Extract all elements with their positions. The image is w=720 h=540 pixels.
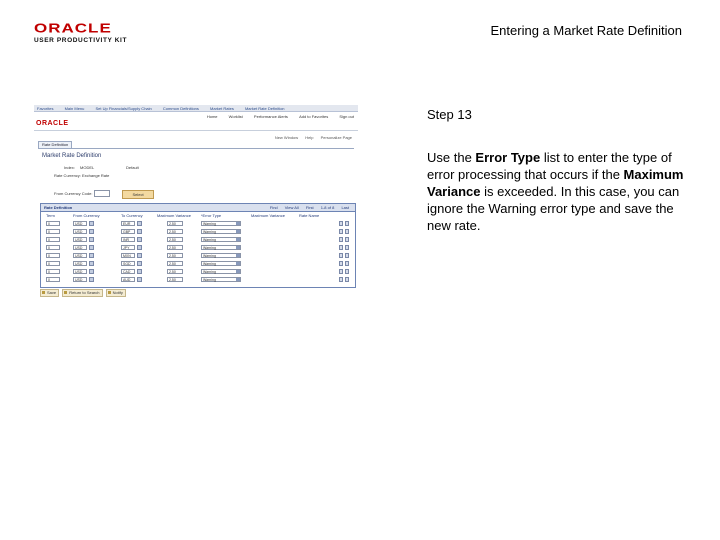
window-links (269, 135, 352, 140)
max-variance-input[interactable]: 2.50 (167, 229, 183, 234)
instruction-part-3: is exceeded. In this case, you can ignore the Warning error type and save the new rate. (427, 184, 680, 233)
rate-index-value: MODEL (80, 165, 95, 170)
add-row-button[interactable] (339, 253, 343, 258)
tab-rate-definition[interactable]: Rate Definition (38, 141, 72, 149)
from-currency-input[interactable]: USD (73, 253, 87, 258)
grid-first-link[interactable]: First (305, 205, 314, 210)
to-currency-input[interactable]: AUD (121, 277, 135, 282)
col-error-type: *Error Type (201, 213, 222, 218)
new-window-link[interactable]: New Window (274, 135, 299, 140)
grid-nav (264, 205, 349, 210)
lookup-icon[interactable] (89, 221, 94, 226)
rate-definition-grid (40, 203, 356, 288)
rate-index-default: Default (126, 165, 139, 170)
error-type-select[interactable]: Warning (201, 253, 241, 258)
lookup-icon[interactable] (137, 237, 142, 242)
add-row-button[interactable] (339, 229, 343, 234)
add-row-button[interactable] (339, 261, 343, 266)
error-type-select[interactable]: Warning (201, 261, 241, 266)
lookup-icon[interactable] (89, 253, 94, 258)
col-to-currency: To Currency (121, 213, 143, 218)
delete-row-button[interactable] (345, 237, 349, 242)
upk-subtitle: USER PRODUCTIVITY KIT (34, 37, 128, 44)
error-type-select[interactable]: Warning (201, 229, 241, 234)
performance-link[interactable]: Performance Alerts (253, 114, 288, 119)
col-rate-name: Rate Name (299, 213, 320, 218)
table-row (41, 237, 355, 244)
lookup-icon[interactable] (89, 269, 94, 274)
to-currency-input[interactable]: INR (121, 237, 135, 242)
grid-viewall-link[interactable]: View All (284, 205, 299, 210)
return-to-search-button[interactable]: Return to Search (62, 289, 102, 297)
lookup-icon[interactable] (137, 269, 142, 274)
rate-currency-label: Rate Currency: (54, 173, 81, 178)
col-max-variance: Maximum Variance (157, 213, 191, 218)
notify-button[interactable]: Notify (106, 289, 126, 297)
home-link[interactable]: Home (206, 114, 218, 119)
from-currency-input[interactable]: USD (73, 237, 87, 242)
grid-find-link[interactable]: Find (269, 205, 278, 210)
add-row-button[interactable] (339, 237, 343, 242)
term-input[interactable]: 0 (46, 253, 60, 258)
lookup-icon[interactable] (137, 261, 142, 266)
instruction-bold-max-variance: Maximum Variance (427, 167, 684, 199)
grid-header (41, 204, 355, 212)
max-variance-input[interactable]: 2.50 (167, 277, 183, 282)
error-type-select[interactable]: Warning (201, 277, 241, 282)
crumb-market-rates[interactable]: Market Rates (210, 106, 234, 111)
max-variance-input[interactable]: 2.50 (167, 261, 183, 266)
delete-row-button[interactable] (345, 229, 349, 234)
delete-row-button[interactable] (345, 277, 349, 282)
error-type-select[interactable]: Warning (201, 237, 241, 242)
instruction-text (427, 149, 687, 234)
help-link[interactable]: Help (305, 135, 314, 140)
error-type-select[interactable]: Warning (201, 245, 241, 250)
grid-last-link[interactable]: Last (341, 205, 349, 210)
from-currency-input[interactable]: USD (73, 269, 87, 274)
from-currency-input[interactable]: USD (73, 229, 87, 234)
lookup-icon[interactable] (89, 237, 94, 242)
lookup-icon[interactable] (89, 277, 94, 282)
slide-title: Entering a Market Rate Definition (490, 23, 682, 38)
term-input[interactable]: 0 (46, 245, 60, 250)
to-currency-input[interactable]: MXN (121, 253, 135, 258)
max-variance-input[interactable]: 2.50 (167, 245, 183, 250)
table-row (41, 261, 355, 268)
rate-index-label: Index: (64, 165, 75, 170)
lookup-icon[interactable] (89, 245, 94, 250)
lookup-icon[interactable] (137, 253, 142, 258)
term-input[interactable]: 0 (46, 269, 60, 274)
max-variance-input[interactable]: 2.50 (167, 221, 183, 226)
to-currency-input[interactable]: GBP (121, 229, 135, 234)
delete-row-button[interactable] (345, 269, 349, 274)
from-currency-label: From Currency Code: (54, 191, 93, 196)
tab-underline (38, 148, 354, 149)
grid-count: 1-8 of 8 (320, 205, 335, 210)
to-currency-input[interactable]: EUR (121, 221, 135, 226)
page-title: Market Rate Definition (42, 153, 102, 159)
grid-title: Rate Definition (44, 205, 73, 210)
table-row (41, 229, 355, 236)
crumb-favorites[interactable]: Favorites (37, 106, 54, 111)
from-currency-input[interactable]: USD (73, 277, 87, 282)
worklist-link[interactable]: Worklist (228, 114, 243, 119)
oracle-wordmark: ORACLE (34, 21, 112, 36)
lookup-icon[interactable] (89, 261, 94, 266)
instruction-bold-error-type: Error Type (475, 150, 541, 165)
ps-oracle-logo: ORACLE (36, 120, 69, 127)
error-type-select[interactable]: Warning (201, 221, 241, 226)
menu-bar (34, 105, 358, 112)
from-currency-input[interactable]: USD (73, 245, 87, 250)
lookup-icon[interactable] (137, 221, 142, 226)
lookup-icon[interactable] (137, 245, 142, 250)
table-row (41, 269, 355, 276)
max-variance-input[interactable]: 2.50 (167, 253, 183, 258)
crumb-common[interactable]: Common Definitions (162, 106, 199, 111)
max-variance-input[interactable]: 2.50 (167, 237, 183, 242)
add-row-button[interactable] (339, 221, 343, 226)
col-from-currency: From Currency (73, 213, 100, 218)
from-currency-input[interactable] (94, 190, 110, 197)
application-screenshot (34, 105, 358, 301)
delete-row-button[interactable] (345, 253, 349, 258)
oracle-upk-logo (34, 22, 134, 44)
delete-row-button[interactable] (345, 245, 349, 250)
personalize-link[interactable]: Personalize Page (320, 135, 352, 140)
table-row (41, 277, 355, 284)
instruction-part-2: list to enter the type of error processing that occurs if the (427, 150, 672, 182)
delete-row-button[interactable] (345, 261, 349, 266)
to-currency-input[interactable]: CAD (121, 269, 135, 274)
term-input[interactable]: 0 (46, 237, 60, 242)
from-currency-input[interactable]: USD (73, 221, 87, 226)
max-variance-input[interactable]: 2.50 (167, 269, 183, 274)
header-divider (34, 130, 358, 131)
header-links (197, 114, 354, 119)
table-row (41, 221, 355, 228)
term-input[interactable]: 0 (46, 261, 60, 266)
lookup-icon[interactable] (137, 277, 142, 282)
add-row-button[interactable] (339, 277, 343, 282)
step-number: Step 13 (427, 107, 472, 122)
lookup-icon[interactable] (137, 229, 142, 234)
lookup-icon[interactable] (89, 229, 94, 234)
save-button[interactable]: Save (40, 289, 59, 297)
add-row-button[interactable] (339, 245, 343, 250)
select-button[interactable]: Select (122, 190, 154, 199)
to-currency-input[interactable]: SGD (121, 261, 135, 266)
rate-currency-value: Exchange Rate (82, 173, 110, 178)
error-type-select[interactable]: Warning (201, 269, 241, 274)
signout-link[interactable]: Sign out (339, 114, 354, 119)
to-currency-input[interactable]: JPY (121, 245, 135, 250)
add-row-button[interactable] (339, 269, 343, 274)
crumb-market-rate-def[interactable]: Market Rate Definition (244, 106, 285, 111)
term-input[interactable]: 0 (46, 277, 60, 282)
table-row (41, 253, 355, 260)
bottom-toolbar (40, 289, 128, 297)
favorites-link[interactable]: Add to Favorites (299, 114, 329, 119)
from-currency-input[interactable]: USD (73, 261, 87, 266)
crumb-setup[interactable]: Set Up Financials/Supply Chain (95, 106, 152, 111)
delete-row-button[interactable] (345, 221, 349, 226)
table-row (41, 245, 355, 252)
breadcrumb (37, 106, 295, 111)
instruction-part-1: Use the (427, 150, 476, 165)
col-max-variance-2: Maximum Variance (251, 213, 285, 218)
col-term: Term (46, 213, 55, 218)
term-input[interactable]: 0 (46, 229, 60, 234)
crumb-main-menu[interactable]: Main Menu (64, 106, 85, 111)
term-input[interactable]: 0 (46, 221, 60, 226)
